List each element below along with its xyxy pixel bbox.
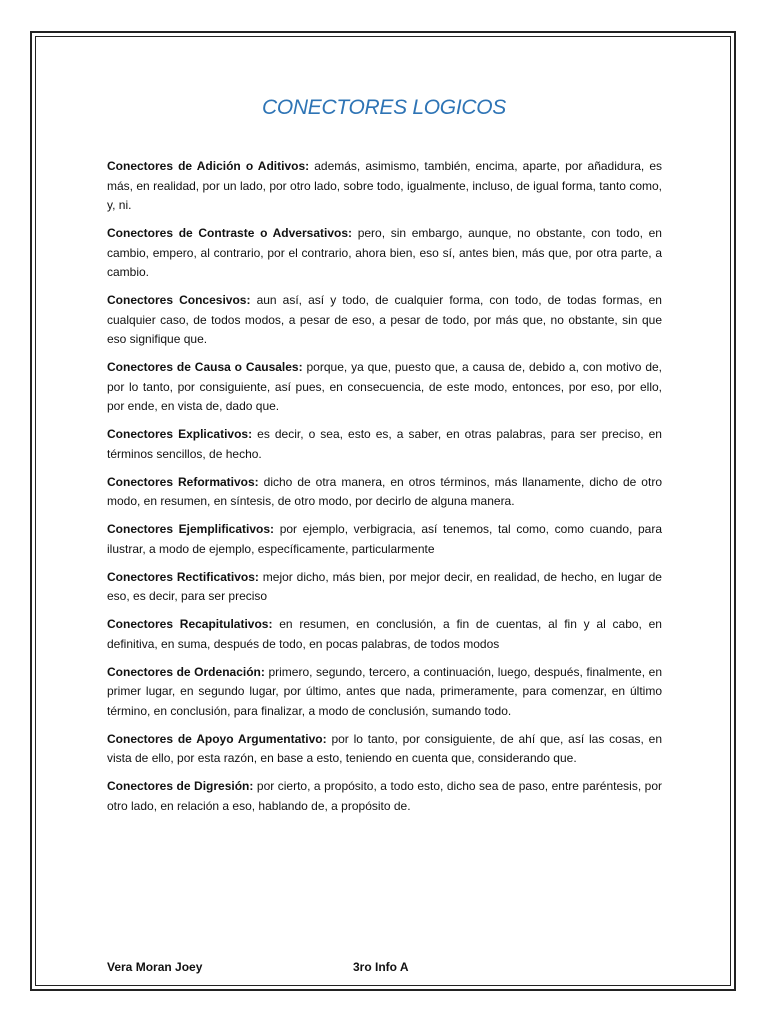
section-heading: Conectores Ejemplificativos: bbox=[107, 522, 275, 536]
section-text: además, asimismo, también, encima, aparte, por añadidura, es más, en realidad, por un lado, por otro lado, sobre todo, igualmente, incluso, de igual forma, tanto como, y, ni. bbox=[107, 159, 662, 212]
section-concesivos bbox=[107, 291, 662, 350]
section-heading: Conectores Recapitulativos: bbox=[107, 617, 273, 631]
section-heading: Conectores de Adición o Aditivos: bbox=[107, 159, 310, 173]
section-heading: Conectores de Causa o Causales: bbox=[107, 360, 303, 374]
section-recapitulativos bbox=[107, 615, 662, 654]
section-text: es decir, o sea, esto es, a saber, en otras palabras, para ser preciso, en términos sencillos, de hecho. bbox=[107, 427, 662, 461]
section-ejemplificativos bbox=[107, 520, 662, 559]
section-text: pero, sin embargo, aunque, no obstante, con todo, en cambio, empero, al contrario, por el contrario, ahora bien, eso sí, antes bien, más que, por otra parte, a cambio. bbox=[107, 226, 662, 279]
section-adversativos bbox=[107, 224, 662, 283]
footer-author: Vera Moran Joey bbox=[107, 960, 203, 974]
section-rectificativos bbox=[107, 568, 662, 607]
section-text: dicho de otra manera, en otros términos, más llanamente, dicho de otro modo, en resumen, en síntesis, de otro modo, por decirlo de alguna manera. bbox=[107, 474, 662, 508]
section-heading: Conectores Concesivos: bbox=[107, 293, 251, 307]
section-ordenacion bbox=[107, 663, 662, 722]
section-heading: Conectores de Ordenación: bbox=[107, 664, 265, 679]
section-heading: Conectores Rectificativos: bbox=[107, 569, 259, 584]
section-digresion bbox=[107, 777, 662, 816]
section-heading: Conectores Explicativos: bbox=[107, 427, 253, 441]
section-heading: Conectores de Apoyo Argumentativo: bbox=[107, 731, 327, 746]
section-text: primero, segundo, tercero, a continuación, luego, después, finalmente, en primer lugar, en segundo lugar, por último, antes que nada, primeramente, para comenzar, en último término, en conclusión, para finalizar, a modo de conclusión, sumando todo. bbox=[107, 664, 662, 718]
section-apoyo-argumentativo bbox=[107, 730, 662, 769]
section-heading: Conectores Reformativos: bbox=[107, 474, 259, 489]
section-explicativos bbox=[107, 425, 662, 464]
section-text: por ejemplo, verbigracia, así tenemos, tal como, como cuando, para ilustrar, a modo de ejemplo, específicamente, particularmente bbox=[107, 522, 662, 556]
section-text: porque, ya que, puesto que, a causa de, debido a, con motivo de, por lo tanto, por consiguiente, así pues, en consecuencia, de este modo, entonces, por eso, por ello, por ende, en vista de, dado que. bbox=[107, 360, 662, 413]
document-title: CONECTORES LOGICOS bbox=[262, 96, 506, 119]
section-text: aun así, así y todo, de cualquier forma, con todo, de todas formas, en cualquier caso, de todos modos, a pesar de eso, a pesar de todo, por más que, no obstante, sin que eso signifique que. bbox=[107, 293, 662, 346]
section-text: en resumen, en conclusión, a fin de cuentas, al fin y al cabo, en definitiva, en suma, después de todo, en pocas palabras, de todos modos bbox=[107, 617, 662, 651]
footer-class: 3ro Info A bbox=[353, 960, 409, 974]
section-text: por lo tanto, por consiguiente, de ahí que, así las cosas, en vista de ello, por esta razón, en base a esto, teniendo en cuenta que, considerando que. bbox=[107, 731, 663, 765]
section-heading: Conectores de Digresión: bbox=[107, 779, 254, 793]
section-text: por cierto, a propósito, a todo esto, dicho sea de paso, entre paréntesis, por otro lado, en relación a eso, hablando de, a propósito de. bbox=[107, 779, 663, 813]
section-aditivos bbox=[107, 157, 662, 216]
section-heading: Conectores de Contraste o Adversativos: bbox=[107, 226, 352, 240]
section-text: mejor dicho, más bien, por mejor decir, en realidad, de hecho, en lugar de eso, es decir, para ser preciso bbox=[107, 569, 662, 603]
document-body bbox=[107, 157, 662, 825]
section-reformativos bbox=[107, 473, 662, 512]
section-causales bbox=[107, 358, 662, 417]
